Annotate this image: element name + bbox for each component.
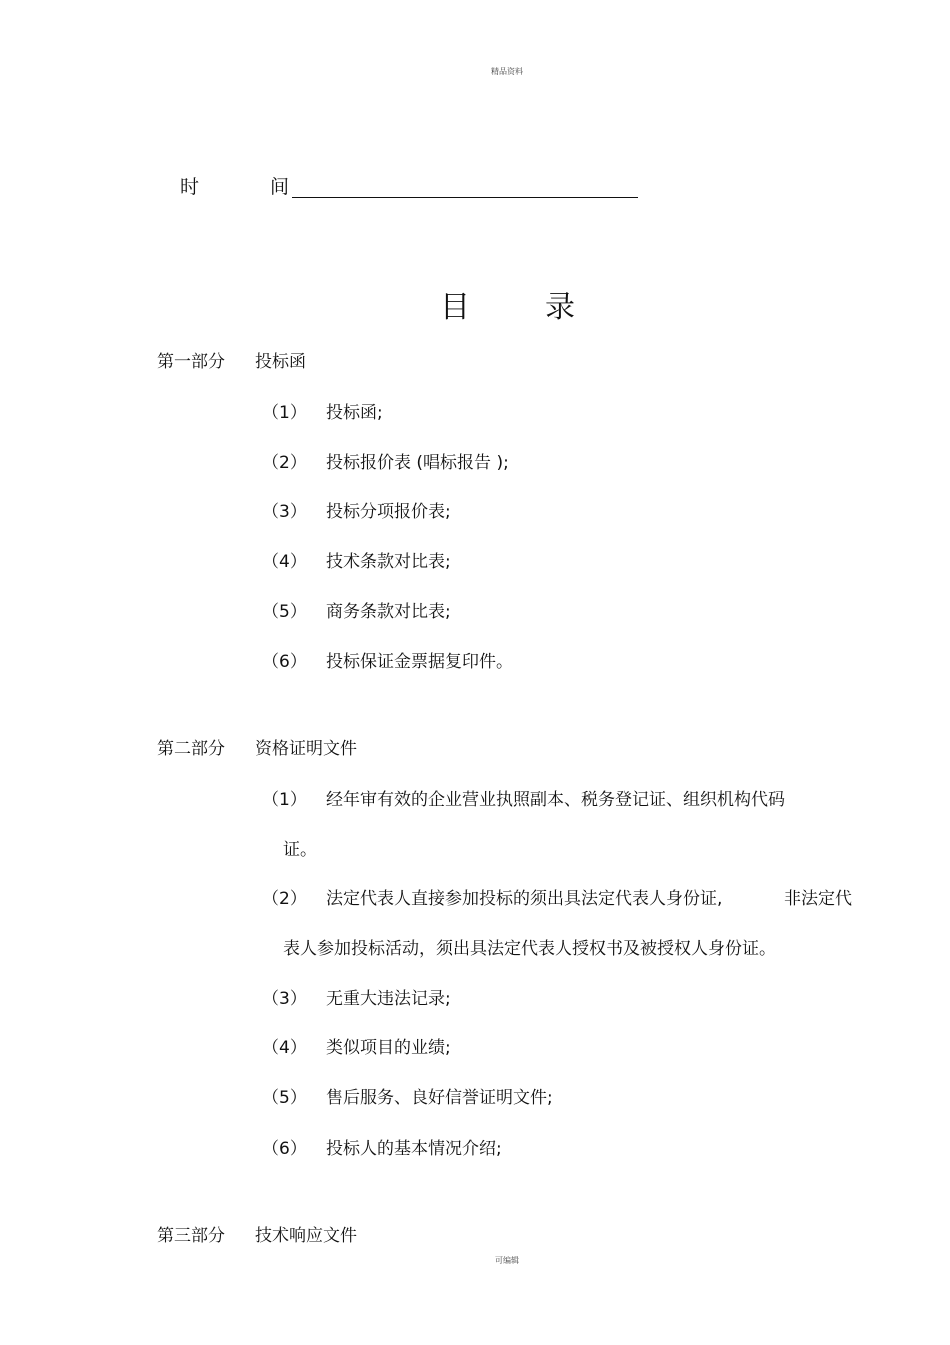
part-1-item-3-text: 投标分项报价表; xyxy=(326,502,451,522)
time-fill-line xyxy=(292,197,638,198)
part-2-item-2-num: （2） xyxy=(262,889,307,909)
part-1-item-1-num: （1） xyxy=(262,403,307,423)
part-2-item-5-text: 售后服务、良好信誉证明文件; xyxy=(326,1088,553,1108)
part-2-item-4-num: （4） xyxy=(262,1038,307,1058)
part-2-item-3-text: 无重大违法记录; xyxy=(326,989,451,1009)
part-2-item-1-text: 经年审有效的企业营业执照副本、税务登记证、组织机构代码 xyxy=(326,790,785,810)
part-2-title: 资格证明文件 xyxy=(255,739,357,759)
part-1-item-4-num: （4） xyxy=(262,552,307,572)
page-header: 精品资料 xyxy=(491,67,523,76)
part-2-item-2-text-b: 非法定代 xyxy=(784,889,852,909)
part-1-item-2-text: 投标报价表 (唱标报告 ); xyxy=(326,453,509,473)
part-3-label: 第三部分 xyxy=(157,1226,225,1246)
part-2-item-6-text: 投标人的基本情况介绍; xyxy=(326,1139,502,1159)
part-2-item-2-continuation: 表人参加投标活动，须出具法定代表人授权书及被授权人身份证。 xyxy=(283,939,776,959)
part-2-item-4-text: 类似项目的业绩; xyxy=(326,1038,451,1058)
part-2-item-1-num: （1） xyxy=(262,790,307,810)
page-footer: 可编辑 xyxy=(495,1256,519,1265)
time-label-char-2: 间 xyxy=(270,176,290,198)
part-1-item-5-text: 商务条款对比表; xyxy=(326,602,451,622)
part-2-label: 第二部分 xyxy=(157,739,225,759)
toc-title-char-2: 录 xyxy=(545,290,575,325)
time-label-char-1: 时 xyxy=(180,176,200,198)
part-1-title: 投标函 xyxy=(255,352,306,372)
part-1-item-2-num: （2） xyxy=(262,453,307,473)
part-1-item-4-text: 技术条款对比表; xyxy=(326,552,451,572)
part-2-item-2-text: 法定代表人直接参加投标的须出具法定代表人身份证, xyxy=(326,889,723,909)
part-2-item-1-continuation: 证。 xyxy=(283,840,317,860)
part-1-item-3-num: （3） xyxy=(262,502,307,522)
part-1-item-6-text: 投标保证金票据复印件。 xyxy=(326,652,513,672)
part-1-item-6-num: （6） xyxy=(262,652,307,672)
part-3-title: 技术响应文件 xyxy=(255,1226,357,1246)
part-2-item-3-num: （3） xyxy=(262,989,307,1009)
part-1-item-5-num: （5） xyxy=(262,602,307,622)
toc-title-char-1: 目 xyxy=(440,290,470,325)
part-2-item-5-num: （5） xyxy=(262,1088,307,1108)
part-1-item-1-text: 投标函; xyxy=(326,403,383,423)
part-1-label: 第一部分 xyxy=(157,352,225,372)
part-2-item-6-num: （6） xyxy=(262,1139,307,1159)
